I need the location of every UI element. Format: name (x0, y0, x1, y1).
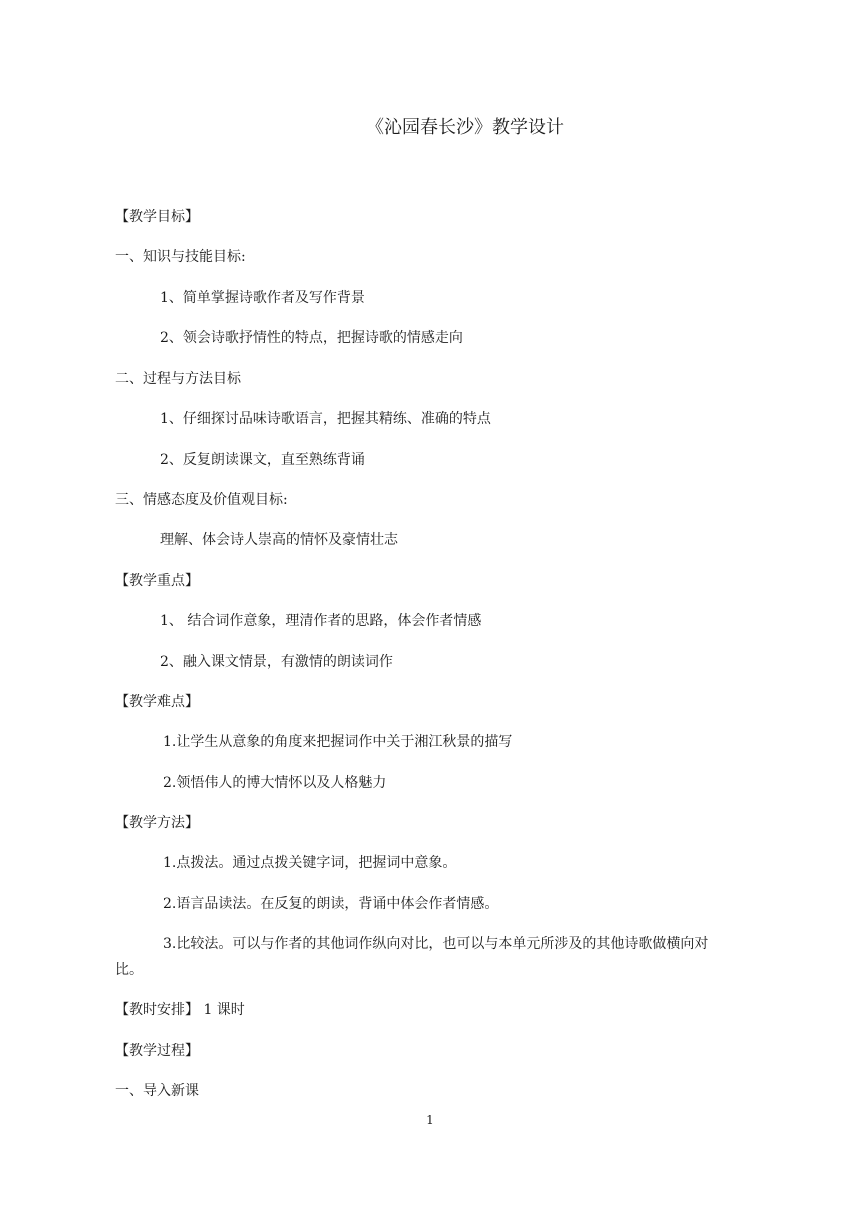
list-item: 1、仔细探讨品味诗歌语言，把握其精练、准确的特点 (160, 411, 491, 427)
list-item: 2、反复朗读课文，直至熟练背诵 (160, 452, 365, 468)
list-item: 2、领会诗歌抒情性的特点，把握诗歌的情感走向 (160, 330, 463, 346)
heading-schedule: 【教时安排】 1 课时 (115, 1002, 245, 1018)
list-item: 1.让学生从意象的角度来把握词作中关于湘江秋景的描写 (163, 734, 513, 750)
heading-teaching-goals: 【教学目标】 (115, 209, 199, 225)
heading-key-points: 【教学重点】 (115, 573, 199, 589)
section-process-method: 二、过程与方法目标 (115, 371, 241, 387)
section-knowledge-skills: 一、知识与技能目标: (115, 249, 246, 265)
heading-teaching-process: 【教学过程】 (115, 1043, 199, 1059)
list-item: 1、简单掌握诗歌作者及写作背景 (160, 290, 365, 306)
list-item-paragraph: 3.比较法。可以与作者的其他词作纵向对比，也可以与本单元所涉及的其他诗歌做横向对比。 (115, 936, 709, 978)
section-emotion-values: 三、情感态度及价值观目标: (115, 492, 288, 508)
list-item: 1、 结合词作意象，理清作者的思路，体会作者情感 (160, 613, 482, 629)
list-item: 2.语言品读法。在反复的朗读，背诵中体会作者情感。 (163, 896, 499, 912)
heading-teaching-methods: 【教学方法】 (115, 815, 199, 831)
heading-difficult-points: 【教学难点】 (115, 694, 199, 710)
document-title: 《沁园春长沙》教学设计 (366, 117, 564, 138)
section-introduction: 一、导入新课 (115, 1083, 199, 1099)
list-item: 理解、体会诗人崇高的情怀及豪情壮志 (160, 532, 398, 548)
page-number: 1 (426, 1113, 434, 1127)
list-item: 1.点拨法。通过点拨关键字词，把握词中意象。 (163, 855, 457, 871)
list-item: 2、融入课文情景，有激情的朗读词作 (160, 654, 393, 670)
list-item: 2.领悟伟人的博大情怀以及人格魅力 (163, 775, 387, 791)
